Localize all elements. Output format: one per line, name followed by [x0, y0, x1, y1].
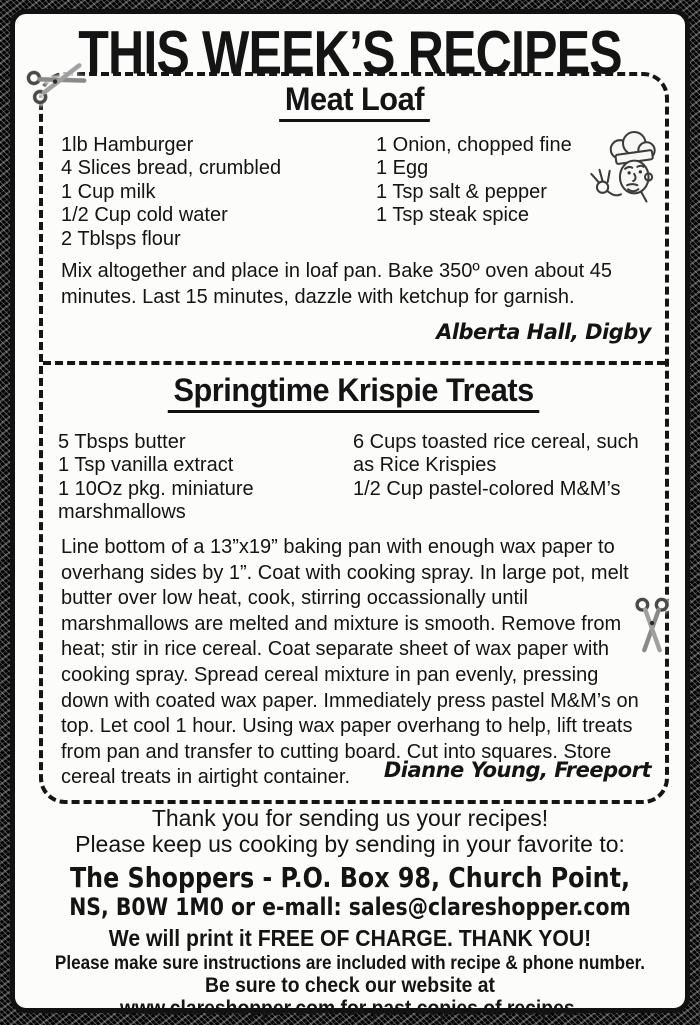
footer-free-of-charge-line: We will print it FREE OF CHARGE. THANK YOU! [108, 925, 592, 952]
ingredient: 1 Egg [376, 157, 429, 180]
page-panel [10, 9, 690, 1021]
recipe-instructions: Line bottom of a 13”x19” baking pan with enough wax paper to overhang sides by 1”. Coat with cooking spray. In large pot, melt butter over low heat, cook, stirring occassionally until marshmallows are melted and mixture is smooth. Remove from heat; stir in rice cereal. Coat separate sheet of wax paper with cooking spray. Spread cereal mixture in pan evenly, pressing down with coated wax paper. Immediately press pastel M&M’s on top. Let cool 1 hour. Using wax paper overhang to help, lift treats from pan and transfer to cutting board. Cut into squares. Store cereal treats in airtight container. [61, 536, 639, 789]
recipe-meat-loaf [43, 76, 665, 361]
ingredient: 4 Slices bread, crumbled [61, 157, 282, 180]
recipe-title: Springtime Krispie Treats [168, 374, 540, 413]
ingredient: 1/2 Cup pastel-colored M&M’s [353, 477, 621, 500]
footer-address-line2: NS, B0W 1M0 or e-mall: sales@clareshopper.com [69, 893, 631, 922]
footer-address-line1: The Shoppers - P.O. Box 98, Church Point, [69, 860, 631, 894]
ingredient: 1 Tsp steak spice [376, 204, 530, 227]
recipe-springtime-krispie-treats [43, 361, 665, 805]
footer-thanks-line2: Please keep us cooking by sending in your favorite to: [75, 830, 625, 857]
ingredient: 6 Cups toasted rice cereal, such as Rice Krispies [353, 431, 639, 477]
ingredient: 5 Tbsps butter [58, 431, 186, 453]
recipe-attribution: Alberta Hall, Digby [436, 320, 651, 344]
ingredient-list-right [353, 431, 658, 501]
ingredient: 1 Tsp salt & pepper [376, 180, 547, 203]
ingredient-list-left [58, 431, 330, 525]
ingredient: 1lb Hamburger [61, 134, 194, 156]
ingredient: 1 Tsp vanilla extract [58, 454, 234, 477]
ingredient: 1/2 Cup cold water [61, 204, 228, 227]
coupon-box [39, 72, 669, 804]
footer [15, 806, 685, 1019]
recipe-attribution: Dianne Young, Freeport [383, 758, 651, 782]
ingredient-list-left [61, 134, 361, 251]
chef-icon [581, 131, 665, 225]
ingredient: 1 Cup milk [61, 180, 156, 203]
footer-website-line2: www.clareshopper.com for past copies of recipes. [120, 997, 580, 1021]
page-title: THIS WEEK’S RECIPES [78, 18, 622, 88]
recipe-title: Meat Loaf [279, 83, 430, 122]
ingredient: 1 10Oz pkg. miniature marshmallows [58, 477, 254, 524]
ingredient: 1 Onion, chopped fine [376, 134, 572, 156]
footer-website-line1: Be sure to check our website at [205, 974, 495, 998]
ingredient: 2 Tblsps flour [61, 227, 181, 250]
footer-instructions-note: Please make sure instructions are included with recipe & phone number. [54, 953, 646, 975]
footer-thanks-line1: Thank you for sending us your recipes! [151, 805, 549, 831]
recipe-instructions: Mix altogether and place in loaf pan. Bake 350º oven about 45 minutes. Last 15 minutes, dazzle with ketchup for garnish. [61, 260, 613, 308]
